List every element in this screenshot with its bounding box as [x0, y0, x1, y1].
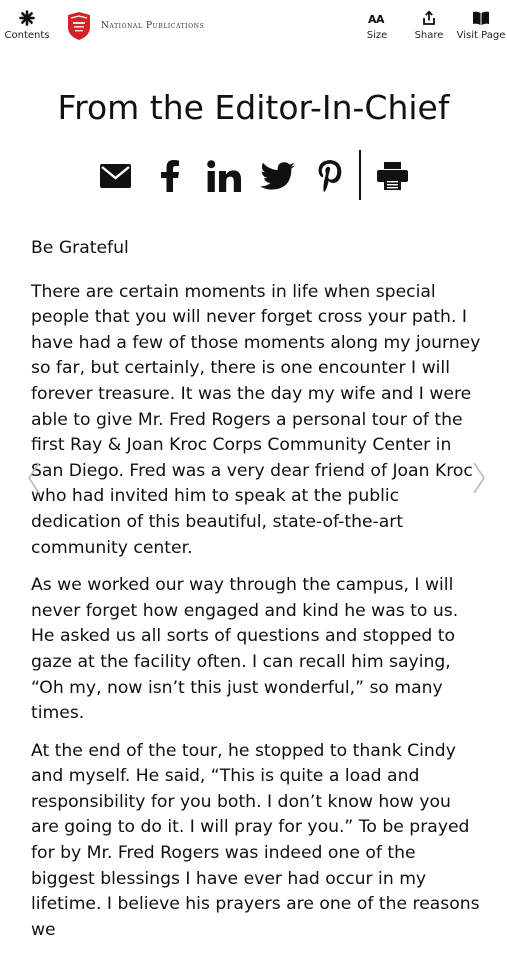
article-title: From the Editor-In-Chief: [57, 88, 450, 127]
share-bar: [0, 150, 507, 202]
contents-icon: [19, 10, 35, 26]
linkedin-icon: [207, 160, 241, 192]
share-button[interactable]: [414, 10, 444, 41]
twitter-share-button[interactable]: [260, 162, 295, 195]
article-paragraph: At the end of the tour, he stopped to thank Cindy and myself. He said, “This is quite a load and responsibility for you both. I don’t know how you are going to do it. I will pray for you.” To be prayed for by Mr. Fred Rogers was indeed one of the biggest blessings I have ever had occur in my lifetime. I believe his prayers are one of the reasons we: [31, 740, 480, 940]
publication-logo[interactable]: [66, 11, 204, 41]
article-body: [31, 236, 483, 955]
visit-page-label: Visit Page: [456, 30, 506, 41]
size-label: Size: [366, 30, 388, 41]
linkedin-share-button[interactable]: [207, 160, 241, 196]
article-paragraph: There are certain moments in life when special people that you will never forget cross your path. I have had a few of those moments along my journey so far, but certainly, there is one encounter I will forever treasure. It was the day my wife and I were able to give Mr. Fred Rogers a personal tour of the first Ray & Joan Kroc Corps Community Center in San Diego. Fred was a very dear friend of Joan Kroc who had invited him to speak at the public dedication of this beautiful, state-of-the-art community center.: [31, 281, 481, 558]
email-share-button[interactable]: [100, 164, 131, 192]
book-icon: [472, 10, 490, 26]
size-button[interactable]: [366, 10, 388, 41]
share-icon: [421, 10, 437, 26]
share-divider: [359, 150, 361, 200]
twitter-icon: [260, 162, 295, 191]
top-toolbar: [0, 0, 507, 56]
print-button[interactable]: [377, 162, 408, 194]
article-heading: Be Grateful: [31, 238, 129, 258]
pinterest-icon: [318, 160, 342, 192]
print-icon: [377, 162, 408, 190]
contents-button[interactable]: [6, 10, 48, 41]
next-page-arrow[interactable]: [472, 462, 486, 498]
svg-text:A: A: [368, 13, 377, 26]
share-label: Share: [414, 30, 444, 41]
facebook-share-button[interactable]: [160, 160, 180, 196]
svg-text:A: A: [376, 13, 385, 26]
text-size-icon: [368, 10, 386, 26]
contents-label: Contents: [4, 30, 50, 41]
article-paragraph: As we worked our way through the campus, I will never forget how engaged and kind he was to us. He asked us all sorts of questions and stopped to gaze at the facility often. I can recall him saying, “Oh my, now isn’t this just wonderful,” so many times.: [31, 575, 459, 724]
salvation-army-shield-icon: [66, 11, 92, 41]
chevron-left-icon: [27, 462, 41, 494]
previous-page-arrow[interactable]: [27, 462, 41, 498]
email-icon: [100, 164, 131, 188]
facebook-icon: [160, 160, 180, 192]
publication-name: National Publications: [101, 21, 205, 31]
visit-page-button[interactable]: [457, 10, 505, 41]
chevron-right-icon: [472, 462, 486, 494]
pinterest-share-button[interactable]: [318, 160, 342, 196]
